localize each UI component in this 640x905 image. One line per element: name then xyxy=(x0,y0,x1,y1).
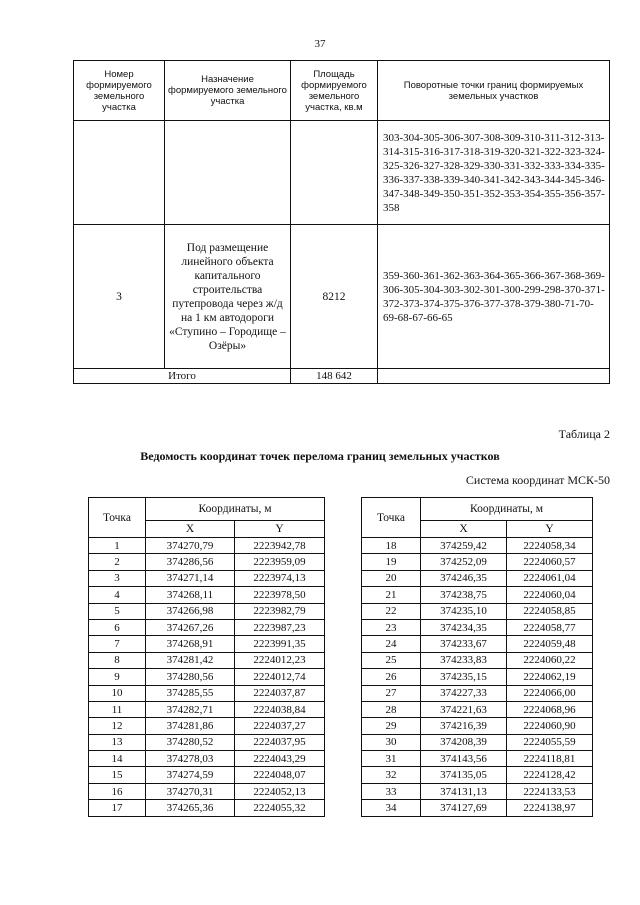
coord-x: 374285,55 xyxy=(146,685,235,701)
coordinates-table-left xyxy=(88,497,325,817)
coord-x: 374135,05 xyxy=(421,767,507,783)
coord-y: 2224037,95 xyxy=(235,734,325,750)
point-number: 14 xyxy=(89,751,146,767)
table-row xyxy=(74,225,610,369)
header-x: X xyxy=(146,521,235,538)
point-number: 8 xyxy=(89,652,146,668)
coord-y: 2223991,35 xyxy=(235,636,325,652)
coord-x: 374280,56 xyxy=(146,669,235,685)
point-number: 4 xyxy=(89,587,146,603)
table-row xyxy=(362,619,593,635)
table-row xyxy=(362,652,593,668)
coord-x: 374259,42 xyxy=(421,538,507,554)
table-row xyxy=(89,619,325,635)
table-row xyxy=(362,636,593,652)
table-row xyxy=(89,783,325,799)
point-number: 30 xyxy=(362,734,421,750)
header-plot-purpose: Назначение формируемого земельного участка xyxy=(165,61,291,121)
plot-area-cell: 8212 xyxy=(291,225,378,369)
point-number: 12 xyxy=(89,718,146,734)
coord-y: 2224068,96 xyxy=(507,701,593,717)
header-turning-points: Поворотные точки границ формируемых земельных участков xyxy=(378,61,610,121)
table-row xyxy=(89,669,325,685)
coord-y: 2224055,59 xyxy=(507,734,593,750)
table-row xyxy=(362,570,593,586)
header-plot-area: Площадь формируемого земельного участка, кв.м xyxy=(291,61,378,121)
page-number: 37 xyxy=(314,38,326,50)
point-number: 13 xyxy=(89,734,146,750)
coord-x: 374278,03 xyxy=(146,751,235,767)
table-row xyxy=(89,701,325,717)
turning-points-cell: 303-304-305-306-307-308-309-310-311-312-313-314-315-316-317-318-319-320-321-322-323-324-325-326-327-328-329-330-331-332-333-334-335-336-337-338-339-340-341-342-343-344-345-346-347-348-349-350-351-352-353-354-355-356-357-358 xyxy=(378,121,610,225)
coord-y: 2224012,74 xyxy=(235,669,325,685)
coord-y: 2224059,48 xyxy=(507,636,593,652)
point-number: 34 xyxy=(362,800,421,816)
coord-x: 374252,09 xyxy=(421,554,507,570)
total-row xyxy=(74,369,610,384)
document-title: Ведомость координат точек перелома границ земельных участков xyxy=(140,449,500,463)
coord-y: 2224060,57 xyxy=(507,554,593,570)
table-row xyxy=(89,767,325,783)
coord-y: 2223959,09 xyxy=(235,554,325,570)
coord-y: 2223942,78 xyxy=(235,538,325,554)
table-row xyxy=(89,570,325,586)
plot-purpose-cell: Под размещение линейного объекта капитального строительства путепровода через ж/д на 1 км автодороги «Ступино – Городище – Озёры» xyxy=(165,225,291,369)
coord-x: 374267,26 xyxy=(146,619,235,635)
table-row xyxy=(89,751,325,767)
coord-x: 374246,35 xyxy=(421,570,507,586)
point-number: 23 xyxy=(362,619,421,635)
coord-y: 2224058,34 xyxy=(507,538,593,554)
point-number: 24 xyxy=(362,636,421,652)
point-number: 2 xyxy=(89,554,146,570)
point-number: 10 xyxy=(89,685,146,701)
header-x: X xyxy=(421,521,507,538)
header-point: Точка xyxy=(89,498,146,538)
total-value: 148 642 xyxy=(291,369,378,384)
point-number: 28 xyxy=(362,701,421,717)
coord-x: 374208,39 xyxy=(421,734,507,750)
header-coordinates: Координаты, м xyxy=(421,498,593,521)
table-row xyxy=(89,554,325,570)
point-number: 3 xyxy=(89,570,146,586)
point-number: 17 xyxy=(89,800,146,816)
coord-y: 2224037,27 xyxy=(235,718,325,734)
table-row xyxy=(362,767,593,783)
table-row xyxy=(362,587,593,603)
coord-x: 374234,35 xyxy=(421,619,507,635)
coord-y: 2224048,07 xyxy=(235,767,325,783)
coord-x: 374282,71 xyxy=(146,701,235,717)
point-number: 29 xyxy=(362,718,421,734)
table-label: Таблица 2 xyxy=(558,427,610,441)
turning-points-cell: 359-360-361-362-363-364-365-366-367-368-369-306-305-304-303-302-301-300-299-298-370-371-372-373-374-375-376-377-378-379-380-71-70-69-68-67-66-65 xyxy=(378,225,610,369)
coord-y: 2224060,04 xyxy=(507,587,593,603)
coord-x: 374233,67 xyxy=(421,636,507,652)
coord-x: 374271,14 xyxy=(146,570,235,586)
table-row xyxy=(89,636,325,652)
coord-x: 374270,31 xyxy=(146,783,235,799)
table-row xyxy=(89,734,325,750)
coord-x: 374235,10 xyxy=(421,603,507,619)
point-number: 18 xyxy=(362,538,421,554)
table-row xyxy=(362,669,593,685)
coord-x: 374281,42 xyxy=(146,652,235,668)
header-coordinates: Координаты, м xyxy=(146,498,325,521)
table-row xyxy=(74,121,610,225)
point-number: 31 xyxy=(362,751,421,767)
point-number: 25 xyxy=(362,652,421,668)
point-number: 11 xyxy=(89,701,146,717)
coord-x: 374270,79 xyxy=(146,538,235,554)
point-number: 9 xyxy=(89,669,146,685)
point-number: 22 xyxy=(362,603,421,619)
coord-x: 374286,56 xyxy=(146,554,235,570)
coord-x: 374143,56 xyxy=(421,751,507,767)
total-label: Итого xyxy=(74,369,291,384)
table-row xyxy=(89,685,325,701)
table-row xyxy=(89,538,325,554)
coord-y: 2224133,53 xyxy=(507,783,593,799)
coord-y: 2224043,29 xyxy=(235,751,325,767)
coord-y: 2224058,77 xyxy=(507,619,593,635)
coord-y: 2224138,97 xyxy=(507,800,593,816)
coord-x: 374221,63 xyxy=(421,701,507,717)
coordinates-table-right xyxy=(361,497,593,817)
coord-y: 2224128,42 xyxy=(507,767,593,783)
coord-y: 2224062,19 xyxy=(507,669,593,685)
point-number: 6 xyxy=(89,619,146,635)
coord-y: 2224012,23 xyxy=(235,652,325,668)
coord-y: 2223982,79 xyxy=(235,603,325,619)
coord-y: 2224066,00 xyxy=(507,685,593,701)
table-row xyxy=(362,783,593,799)
point-number: 32 xyxy=(362,767,421,783)
table-row xyxy=(362,603,593,619)
point-number: 7 xyxy=(89,636,146,652)
coord-x: 374131,13 xyxy=(421,783,507,799)
header-plot-number: Номер формируемого земельного участка xyxy=(74,61,165,121)
header-y: Y xyxy=(507,521,593,538)
coord-x: 374233,83 xyxy=(421,652,507,668)
coord-y: 2224037,87 xyxy=(235,685,325,701)
coord-y: 2223974,13 xyxy=(235,570,325,586)
coord-y: 2224060,22 xyxy=(507,652,593,668)
point-number: 16 xyxy=(89,783,146,799)
point-number: 20 xyxy=(362,570,421,586)
coord-y: 2223978,50 xyxy=(235,587,325,603)
coord-y: 2224052,13 xyxy=(235,783,325,799)
land-plots-table xyxy=(73,60,610,384)
point-number: 27 xyxy=(362,685,421,701)
coord-x: 374227,33 xyxy=(421,685,507,701)
coord-x: 374274,59 xyxy=(146,767,235,783)
table-row xyxy=(362,800,593,816)
point-number: 5 xyxy=(89,603,146,619)
coord-y: 2224060,90 xyxy=(507,718,593,734)
coord-x: 374216,39 xyxy=(421,718,507,734)
header-row xyxy=(74,61,610,121)
coord-x: 374280,52 xyxy=(146,734,235,750)
table-row xyxy=(89,652,325,668)
table-row xyxy=(362,718,593,734)
table-row xyxy=(362,538,593,554)
coord-x: 374268,91 xyxy=(146,636,235,652)
coord-y: 2224118,81 xyxy=(507,751,593,767)
coord-x: 374268,11 xyxy=(146,587,235,603)
point-number: 1 xyxy=(89,538,146,554)
coord-x: 374235,15 xyxy=(421,669,507,685)
plot-number-cell: 3 xyxy=(74,225,165,369)
coord-y: 2224055,32 xyxy=(235,800,325,816)
table-row xyxy=(89,587,325,603)
coord-y: 2224061,04 xyxy=(507,570,593,586)
coord-x: 374127,69 xyxy=(421,800,507,816)
table-row xyxy=(362,685,593,701)
header-point: Точка xyxy=(362,498,421,538)
table-row xyxy=(89,603,325,619)
point-number: 19 xyxy=(362,554,421,570)
table-row xyxy=(362,751,593,767)
coord-y: 2224038,84 xyxy=(235,701,325,717)
header-y: Y xyxy=(235,521,325,538)
table-row xyxy=(362,734,593,750)
point-number: 15 xyxy=(89,767,146,783)
coord-x: 374265,36 xyxy=(146,800,235,816)
coord-x: 374281,86 xyxy=(146,718,235,734)
table-row xyxy=(362,554,593,570)
point-number: 21 xyxy=(362,587,421,603)
table-row xyxy=(89,800,325,816)
point-number: 33 xyxy=(362,783,421,799)
table-row xyxy=(362,701,593,717)
coord-y: 2224058,85 xyxy=(507,603,593,619)
coord-x: 374238,75 xyxy=(421,587,507,603)
table-row xyxy=(89,718,325,734)
coordinate-system: Система координат МСК-50 xyxy=(465,473,610,487)
coord-x: 374266,98 xyxy=(146,603,235,619)
coord-y: 2223987,23 xyxy=(235,619,325,635)
point-number: 26 xyxy=(362,669,421,685)
